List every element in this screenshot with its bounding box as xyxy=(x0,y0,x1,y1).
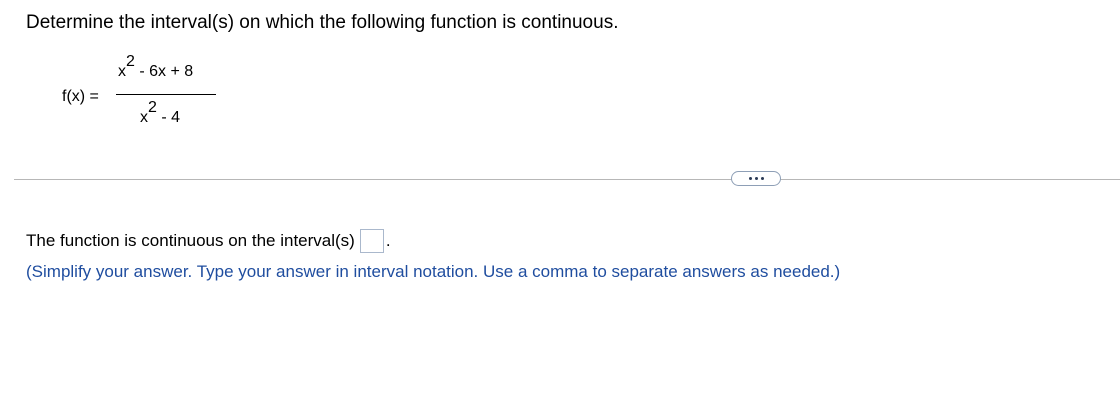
function-label: f(x) = xyxy=(62,88,99,105)
function-formula xyxy=(62,53,262,138)
section-divider xyxy=(14,179,1120,180)
ellipsis-dot xyxy=(749,177,752,180)
expand-more-button[interactable] xyxy=(731,171,781,186)
ellipsis-icon xyxy=(749,177,764,180)
question-text: Determine the interval(s) on which the following function is continuous. xyxy=(26,12,619,33)
answer-input[interactable] xyxy=(360,229,384,253)
fraction-numerator xyxy=(118,53,194,81)
answer-prompt: The function is continuous on the interval(s) xyxy=(26,231,355,250)
denominator-base: x xyxy=(140,109,148,126)
answer-line xyxy=(26,229,391,253)
numerator-exponent: 2 xyxy=(126,53,135,70)
ellipsis-dot xyxy=(755,177,758,180)
answer-instructions: (Simplify your answer. Type your answer in interval notation. Use a comma to separate answers as needed.) xyxy=(26,262,841,281)
fraction-denominator xyxy=(140,99,181,127)
fraction-bar xyxy=(116,94,216,95)
denominator-rest: - 4 xyxy=(156,109,181,126)
denominator-exponent: 2 xyxy=(148,99,157,116)
numerator-base: x xyxy=(118,63,126,80)
numerator-rest: - 6x + 8 xyxy=(134,63,194,80)
ellipsis-dot xyxy=(761,177,764,180)
answer-period: . xyxy=(385,231,391,250)
